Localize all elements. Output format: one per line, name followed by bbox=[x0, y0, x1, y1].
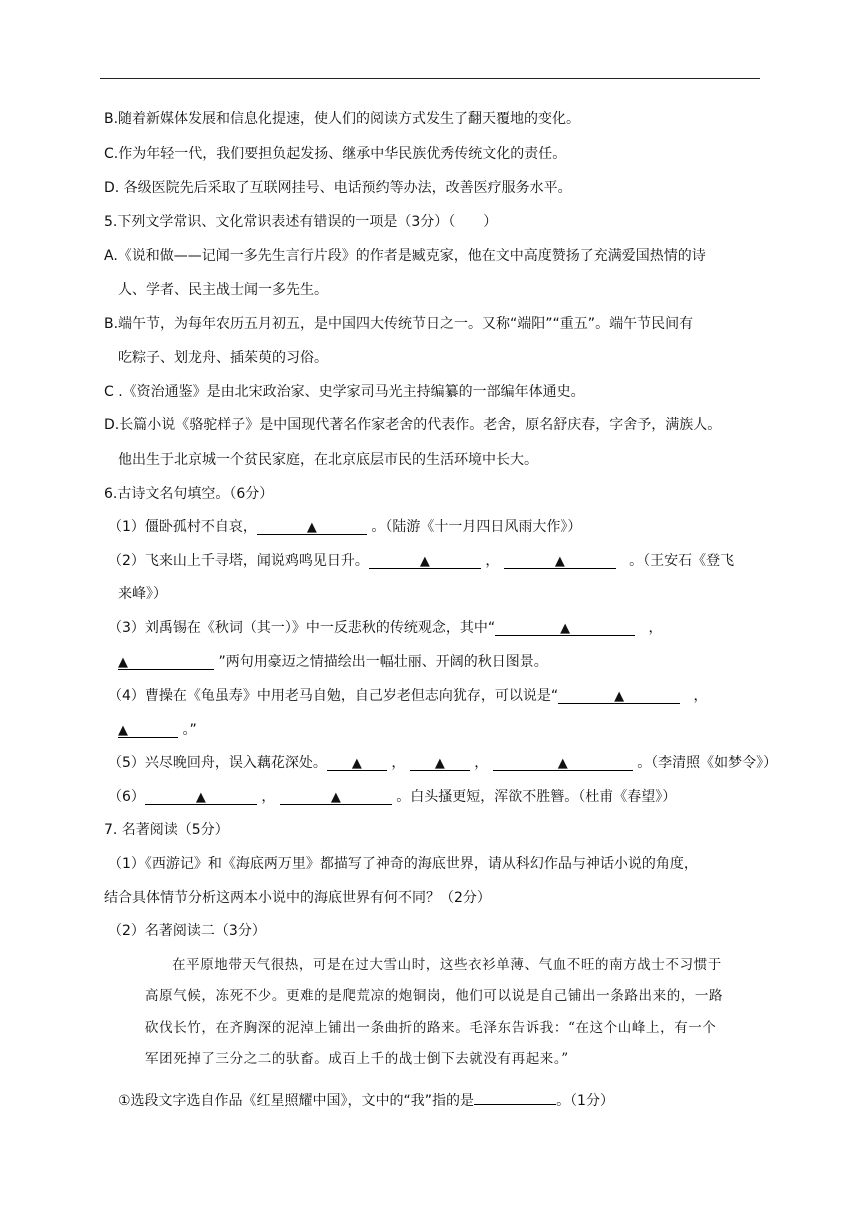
q6-item-3-cont bbox=[118, 652, 548, 672]
q6-item-2-cont: 来峰》） bbox=[118, 586, 167, 602]
q6-item-3-desc: ”两句用豪迈之情描绘出一幅壮丽、开阔的秋日图景。 bbox=[218, 654, 548, 670]
q7-part-1-line2: 结合具体情节分析这两本小说中的海底世界有何不同？（2分） bbox=[104, 890, 491, 906]
q6-item-3-prompt: （3）刘禹锡在《秋词（其一）》中一反悲秋的传统观念，其中“ bbox=[108, 620, 496, 636]
option-d: D. 各级医院先后采取了互联网挂号、电话预约等办法，改善医疗服务水平。 bbox=[104, 180, 572, 196]
triangle-marker: ▲ bbox=[195, 790, 206, 805]
q5-option-c: C .《资治通鉴》是由北宋政治家、史学家司马光主持编纂的一部编年体通史。 bbox=[104, 384, 585, 400]
q6-item-5-source: 。（李清照《如梦令》） bbox=[637, 755, 778, 771]
excerpt-line: 砍伐长竹，在齐胸深的泥淖上铺出一条曲折的路来。毛泽东告诉我：“在这个山峰上，有一个 bbox=[145, 1020, 717, 1036]
triangle-marker: ▲ bbox=[560, 621, 571, 636]
excerpt-passage-2 bbox=[145, 981, 770, 1012]
q6-item-2 bbox=[108, 551, 734, 571]
triangle-marker: ▲ bbox=[306, 520, 317, 535]
q6-item-3 bbox=[108, 618, 663, 638]
q6-item-4-prompt: （4）曹操在《龟虽寿》中用老马自勉，自己岁老但志向犹存，可以说是“ bbox=[108, 688, 559, 704]
option-c: C.作为年轻一代，我们要担负起发扬、继承中华民族优秀传统文化的责任。 bbox=[104, 146, 567, 162]
answer-blank[interactable] bbox=[327, 753, 387, 771]
answer-blank[interactable] bbox=[145, 787, 257, 805]
q6-item-5 bbox=[108, 753, 777, 773]
q6-item-6 bbox=[108, 787, 676, 807]
comma: ， bbox=[261, 789, 276, 805]
triangle-marker: ▲ bbox=[557, 756, 568, 771]
answer-blank[interactable] bbox=[495, 618, 635, 636]
answer-blank[interactable] bbox=[280, 787, 392, 805]
q7-part-1-line1: （1）《西游记》和《海底两万里》都描写了神奇的海底世界，请从科幻作品与神话小说的角度， bbox=[108, 856, 698, 872]
q7-sub-1-points: 。（1分） bbox=[556, 1093, 614, 1109]
triangle-marker: ▲ bbox=[118, 655, 128, 670]
q7-sub-question-1 bbox=[118, 1087, 614, 1111]
comma: ， bbox=[693, 688, 708, 704]
answer-blank[interactable] bbox=[257, 517, 367, 535]
option-b: B.随着新媒体发展和信息化提速，使人们的阅读方式发生了翻天覆地的变化。 bbox=[104, 111, 581, 127]
comma: ， bbox=[648, 620, 663, 636]
answer-blank[interactable] bbox=[369, 551, 481, 569]
header-rule bbox=[100, 78, 760, 79]
q5-option-b-line2: 吃粽子、划龙舟、插茱萸的习俗。 bbox=[118, 350, 328, 366]
comma: ， bbox=[391, 755, 406, 771]
excerpt-passage-3 bbox=[145, 1013, 770, 1044]
question-5-title: 5.下列文学常识、文化常识表述有错误的一项是（3分）（ ） bbox=[104, 214, 498, 230]
triangle-marker: ▲ bbox=[330, 790, 341, 805]
excerpt-passage bbox=[145, 950, 770, 981]
answer-blank[interactable] bbox=[558, 686, 680, 704]
q6-item-6-prompt: （6） bbox=[108, 789, 145, 805]
triangle-marker: ▲ bbox=[554, 554, 565, 569]
answer-blank[interactable] bbox=[474, 1087, 556, 1105]
q7-part-2: （2）名著阅读二（3分） bbox=[108, 923, 266, 939]
closing-quote: 。” bbox=[182, 722, 197, 738]
triangle-marker: ▲ bbox=[614, 689, 625, 704]
answer-blank[interactable] bbox=[410, 753, 470, 771]
triangle-marker: ▲ bbox=[351, 756, 362, 771]
q6-item-4-cont bbox=[118, 720, 197, 740]
excerpt-line: 在平原地带天气很热，可是在过大雪山时，这些衣衫单薄、气血不旺的南方战士不习惯于 bbox=[172, 957, 722, 973]
q5-option-a-line2: 人、学者、民主战士闻一多先生。 bbox=[118, 282, 328, 298]
comma: ， bbox=[485, 553, 500, 569]
q6-item-6-source: 。白头搔更短，浑欲不胜簪。（杜甫《春望》） bbox=[396, 789, 677, 805]
q5-option-d-line2: 他出生于北京城一个贫民家庭，在北京底层市民的生活环境中长大。 bbox=[118, 452, 538, 468]
triangle-marker: ▲ bbox=[419, 554, 430, 569]
q6-item-1-prompt: （1）僵卧孤村不自哀， bbox=[108, 519, 257, 535]
excerpt-line: 高原气候，冻死不少。更难的是爬荒凉的炮铜岗，他们可以说是自己铺出一条路出来的，一路 bbox=[145, 988, 724, 1004]
answer-blank[interactable] bbox=[504, 551, 616, 569]
answer-blank[interactable] bbox=[118, 652, 214, 670]
answer-blank[interactable] bbox=[493, 753, 633, 771]
q7-sub-1-prompt: ①选段文字选自作品《红星照耀中国》，文中的“我”指的是 bbox=[118, 1093, 475, 1109]
excerpt-passage-4 bbox=[145, 1044, 770, 1075]
question-6-title: 6.古诗文名句填空。（6分） bbox=[104, 486, 274, 502]
triangle-marker: ▲ bbox=[434, 756, 445, 771]
q5-option-a-line1: A.《说和做——记闻一多先生言行片段》的作者是臧克家，他在文中高度赞扬了充满爱国热情的诗 bbox=[104, 248, 706, 264]
q6-item-2-source: 。（王安石《登飞 bbox=[629, 553, 735, 569]
question-7-title: 7. 名著阅读（5分） bbox=[104, 822, 229, 838]
q5-option-b-line1: B.端午节，为每年农历五月初五，是中国四大传统节日之一。又称“端阳”“重五”。端午节民间有 bbox=[104, 316, 694, 332]
q6-item-1-source: 。（陆游《十一月四日风雨大作》） bbox=[371, 519, 582, 535]
q6-item-5-prompt: （5）兴尽晚回舟，误入藕花深处。 bbox=[108, 755, 327, 771]
q6-item-4 bbox=[108, 686, 708, 706]
answer-blank[interactable] bbox=[118, 720, 178, 738]
excerpt-line: 军团死掉了三分之二的驮畜。成百上千的战士倒下去就没有再起来。” bbox=[145, 1051, 569, 1067]
q6-item-2-prompt: （2）飞来山上千寻塔，闻说鸡鸣见日升。 bbox=[108, 553, 369, 569]
q5-option-d-line1: D.长篇小说《骆驼样子》是中国现代著名作家老舍的代表作。老舍，原名舒庆春，字舍予，满族人。 bbox=[104, 417, 722, 433]
q6-item-1 bbox=[108, 517, 581, 537]
triangle-marker: ▲ bbox=[118, 723, 128, 738]
comma: ， bbox=[474, 755, 489, 771]
